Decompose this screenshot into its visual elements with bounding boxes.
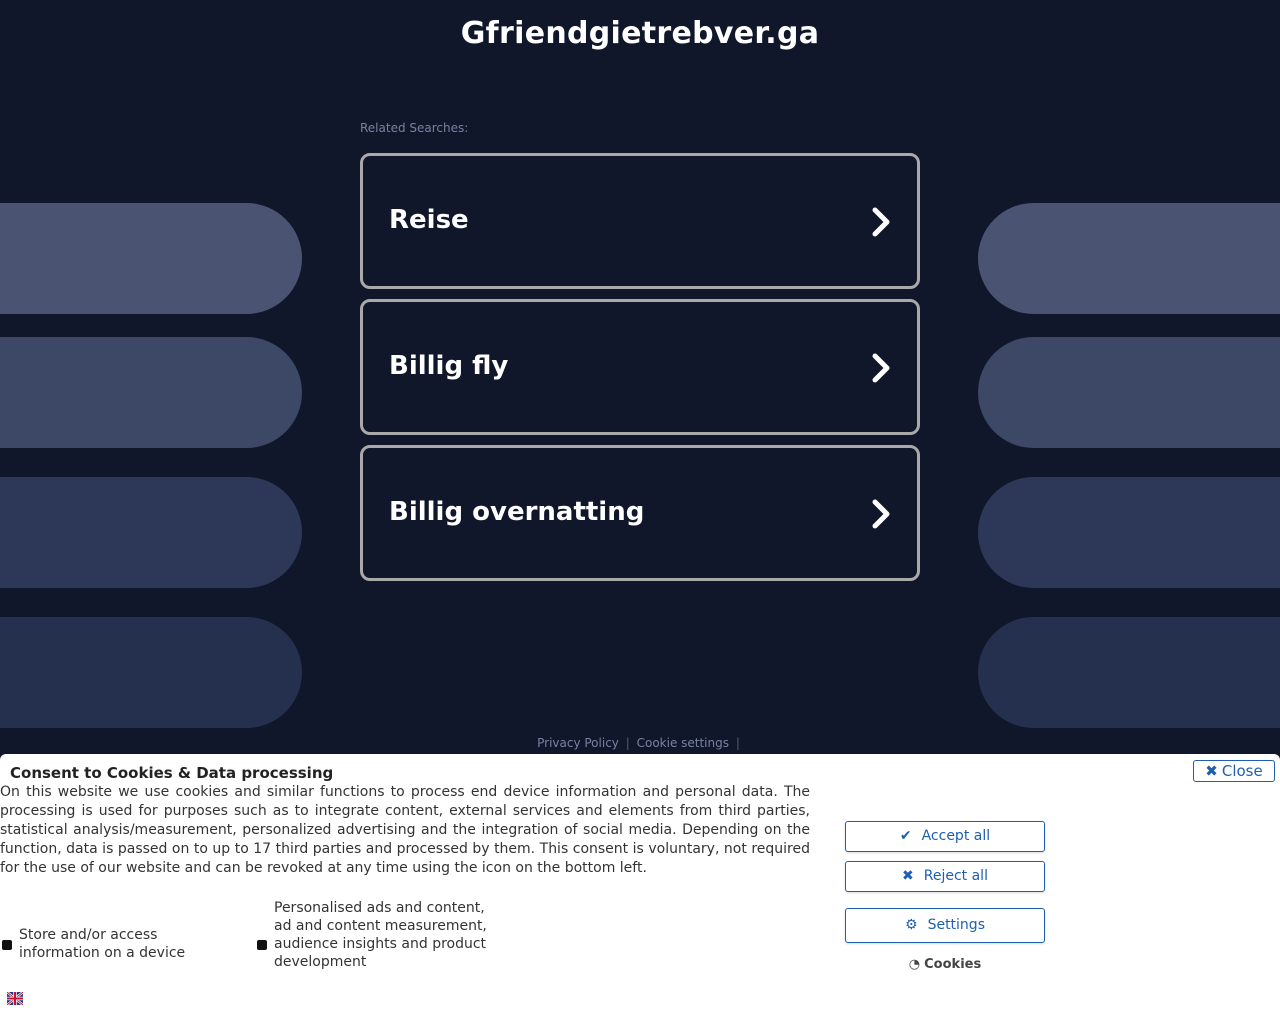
decor-pill-right-3 xyxy=(978,477,1280,588)
gear-icon: ⚙ xyxy=(905,917,918,933)
footer-separator: | xyxy=(625,736,630,750)
cookies-link[interactable] xyxy=(845,957,1045,972)
reject-all-button[interactable] xyxy=(845,861,1045,892)
related-search-reise[interactable] xyxy=(360,153,920,289)
cookie-settings-link[interactable]: Cookie settings xyxy=(636,736,729,750)
privacy-policy-link[interactable]: Privacy Policy xyxy=(537,736,619,750)
consent-body: On this website we use cookies and similar functions to process end device information and personal data. The processing is used for purposes such as to integrate content, external services and elements from third parties, statistical analysis/measurement, personalized advertising and the integration of social media. Depending on the function, data is passed on to up to 17 third parties and processed by them. This consent is voluntary, not required for the use of our website and can be revoked at any time using the icon on the bottom left. xyxy=(0,784,810,876)
purpose-bullet-icon xyxy=(2,940,12,950)
accept-all-button[interactable] xyxy=(845,821,1045,852)
accept-all-label: Accept all xyxy=(921,828,991,844)
related-search-billig-overnatting[interactable] xyxy=(360,445,920,581)
close-label: Close xyxy=(1221,762,1263,780)
reject-all-label: Reject all xyxy=(923,868,988,884)
close-button[interactable] xyxy=(1193,760,1275,782)
site-title: Gfriendgietrebver.ga xyxy=(460,16,820,51)
consent-banner xyxy=(0,754,1280,1024)
uk-flag-icon[interactable] xyxy=(7,992,23,1005)
x-icon: ✖ xyxy=(1205,762,1218,780)
decor-pill-left-1 xyxy=(0,203,302,314)
related-search-label: Billig fly xyxy=(389,351,509,381)
decor-pill-right-2 xyxy=(978,337,1280,448)
purpose-label: Personalised ads and content, ad and content measurement, audience insights and product development xyxy=(274,900,487,970)
decor-pill-right-4 xyxy=(978,617,1280,728)
related-search-billig-fly[interactable] xyxy=(360,299,920,435)
related-search-label: Reise xyxy=(389,205,469,235)
settings-button[interactable] xyxy=(845,908,1045,943)
decor-pill-left-3 xyxy=(0,477,302,588)
purpose-store-access xyxy=(2,924,242,964)
related-searches-label: Related Searches: xyxy=(360,121,469,135)
chevron-right-icon xyxy=(869,498,893,530)
consent-title: Consent to Cookies & Data processing xyxy=(10,764,334,782)
purpose-personalised-ads xyxy=(257,899,507,989)
decor-pill-left-4 xyxy=(0,617,302,728)
footer-separator: | xyxy=(735,736,740,750)
purpose-label: Store and/or access information on a device xyxy=(19,927,186,961)
chevron-right-icon xyxy=(869,206,893,238)
chevron-right-icon xyxy=(869,352,893,384)
footer-links xyxy=(0,736,1280,750)
related-search-label: Billig overnatting xyxy=(389,497,645,527)
settings-label: Settings xyxy=(927,917,985,933)
decor-pill-left-2 xyxy=(0,337,302,448)
check-icon: ✔ xyxy=(899,828,912,844)
decor-pill-right-1 xyxy=(978,203,1280,314)
cookie-icon: ◔ xyxy=(908,957,921,972)
purpose-bullet-icon xyxy=(257,940,267,950)
x-icon: ✖ xyxy=(902,868,914,884)
cookies-label: Cookies xyxy=(924,957,982,972)
